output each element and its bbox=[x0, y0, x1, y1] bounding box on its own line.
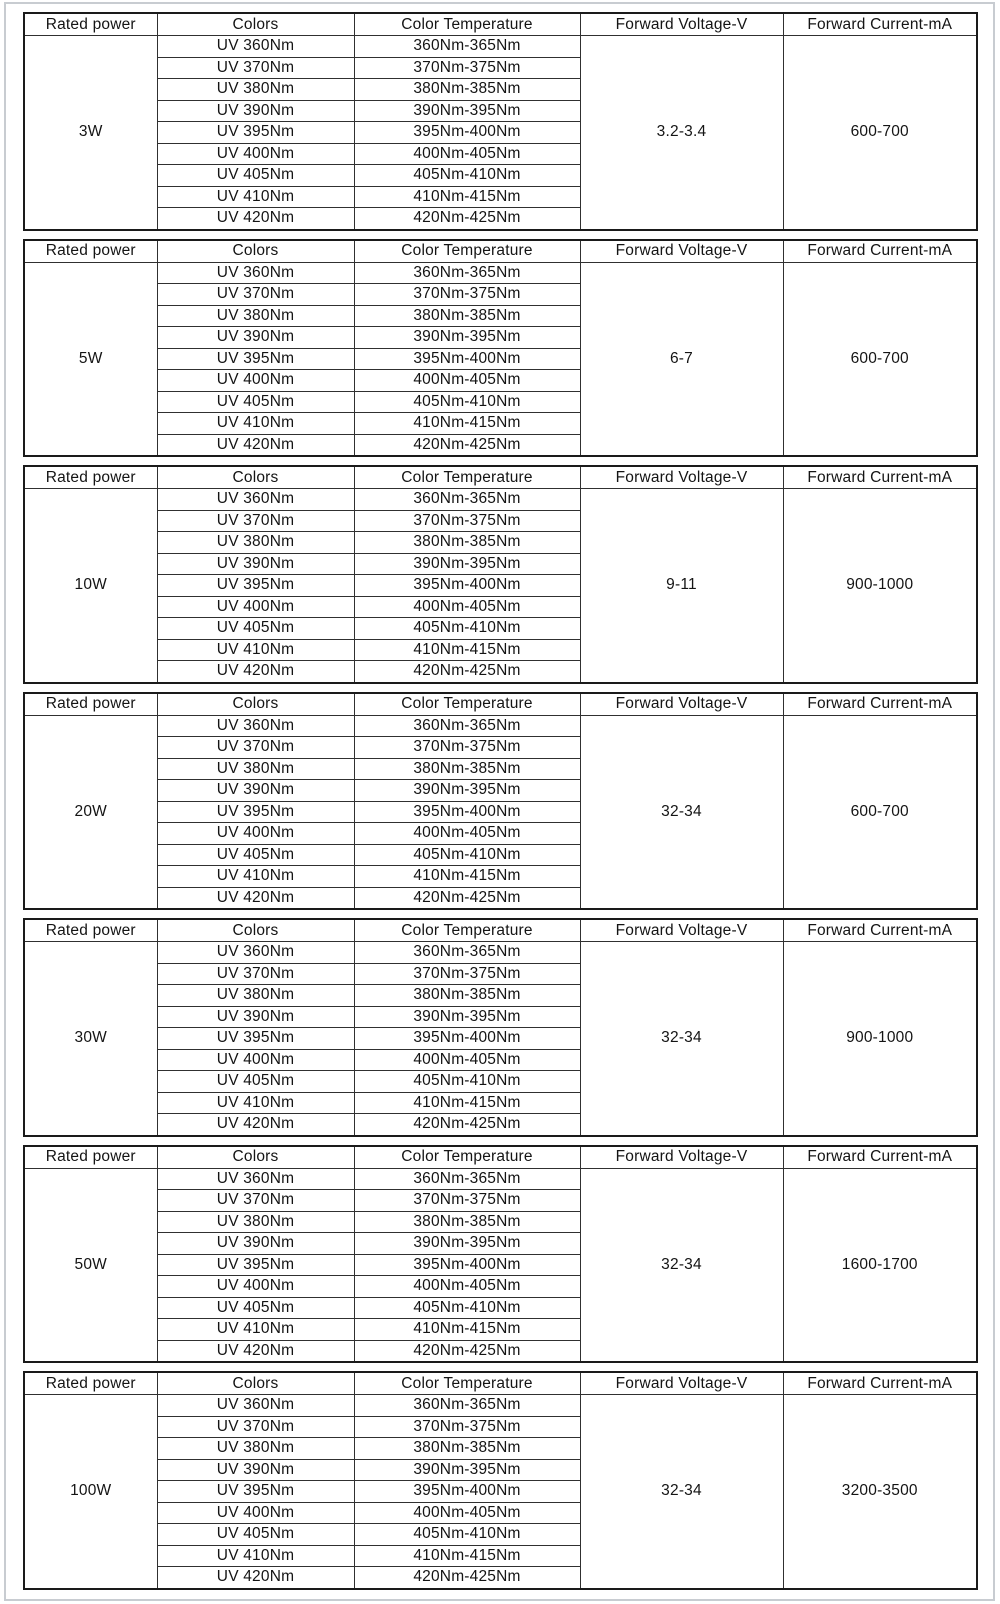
color-temperature-cell: 390Nm-395Nm bbox=[354, 780, 580, 802]
color-cell: UV 420Nm bbox=[157, 1567, 354, 1589]
color-temperature-cell: 405Nm-410Nm bbox=[354, 1071, 580, 1093]
color-temperature-cell: 390Nm-395Nm bbox=[354, 553, 580, 575]
forward-current-cell: 900-1000 bbox=[783, 942, 977, 1136]
color-temperature-cell: 360Nm-365Nm bbox=[354, 36, 580, 58]
color-cell: UV 370Nm bbox=[157, 510, 354, 532]
color-temperature-cell: 420Nm-425Nm bbox=[354, 1340, 580, 1362]
header-forward-current: Forward Current-mA bbox=[783, 13, 977, 36]
color-cell: UV 370Nm bbox=[157, 1416, 354, 1438]
color-row bbox=[24, 489, 977, 511]
forward-voltage-cell: 32-34 bbox=[580, 715, 783, 909]
color-temperature-cell: 380Nm-385Nm bbox=[354, 1211, 580, 1233]
spec-table bbox=[23, 918, 978, 1137]
color-temperature-cell: 390Nm-395Nm bbox=[354, 1459, 580, 1481]
spec-table-body bbox=[24, 36, 977, 230]
color-temperature-cell: 410Nm-415Nm bbox=[354, 186, 580, 208]
rated-power-cell: 3W bbox=[24, 36, 157, 230]
forward-voltage-cell: 32-34 bbox=[580, 1168, 783, 1362]
color-temperature-cell: 360Nm-365Nm bbox=[354, 1168, 580, 1190]
forward-current-cell: 900-1000 bbox=[783, 489, 977, 683]
forward-voltage-cell: 32-34 bbox=[580, 1395, 783, 1589]
forward-current-cell: 600-700 bbox=[783, 715, 977, 909]
color-cell: UV 395Nm bbox=[157, 1028, 354, 1050]
color-cell: UV 400Nm bbox=[157, 823, 354, 845]
color-cell: UV 380Nm bbox=[157, 1438, 354, 1460]
spec-table-header bbox=[24, 240, 977, 263]
spec-table-body bbox=[24, 262, 977, 456]
color-temperature-cell: 390Nm-395Nm bbox=[354, 1006, 580, 1028]
color-cell: UV 420Nm bbox=[157, 208, 354, 230]
spec-table-body bbox=[24, 715, 977, 909]
spec-table-body bbox=[24, 1168, 977, 1362]
color-cell: UV 405Nm bbox=[157, 1524, 354, 1546]
color-temperature-cell: 395Nm-400Nm bbox=[354, 348, 580, 370]
color-cell: UV 405Nm bbox=[157, 618, 354, 640]
header-forward-voltage: Forward Voltage-V bbox=[580, 1146, 783, 1169]
color-cell: UV 395Nm bbox=[157, 122, 354, 144]
color-cell: UV 400Nm bbox=[157, 1049, 354, 1071]
rated-power-cell: 30W bbox=[24, 942, 157, 1136]
color-cell: UV 405Nm bbox=[157, 391, 354, 413]
color-cell: UV 420Nm bbox=[157, 1340, 354, 1362]
color-cell: UV 360Nm bbox=[157, 489, 354, 511]
color-temperature-cell: 380Nm-385Nm bbox=[354, 985, 580, 1007]
color-cell: UV 370Nm bbox=[157, 57, 354, 79]
spec-table-header bbox=[24, 13, 977, 36]
color-cell: UV 410Nm bbox=[157, 639, 354, 661]
header-colors: Colors bbox=[157, 466, 354, 489]
color-temperature-cell: 370Nm-375Nm bbox=[354, 57, 580, 79]
header-row bbox=[24, 13, 977, 36]
forward-current-cell: 3200-3500 bbox=[783, 1395, 977, 1589]
spec-table bbox=[23, 465, 978, 684]
color-cell: UV 420Nm bbox=[157, 434, 354, 456]
color-temperature-cell: 400Nm-405Nm bbox=[354, 1276, 580, 1298]
color-cell: UV 420Nm bbox=[157, 1114, 354, 1136]
color-row bbox=[24, 262, 977, 284]
header-forward-voltage: Forward Voltage-V bbox=[580, 13, 783, 36]
color-temperature-cell: 395Nm-400Nm bbox=[354, 1254, 580, 1276]
color-temperature-cell: 380Nm-385Nm bbox=[354, 79, 580, 101]
color-temperature-cell: 405Nm-410Nm bbox=[354, 391, 580, 413]
color-temperature-cell: 400Nm-405Nm bbox=[354, 823, 580, 845]
color-temperature-cell: 360Nm-365Nm bbox=[354, 942, 580, 964]
color-temperature-cell: 400Nm-405Nm bbox=[354, 1049, 580, 1071]
header-forward-current: Forward Current-mA bbox=[783, 1372, 977, 1395]
rated-power-cell: 100W bbox=[24, 1395, 157, 1589]
header-colors: Colors bbox=[157, 13, 354, 36]
header-forward-voltage: Forward Voltage-V bbox=[580, 1372, 783, 1395]
spec-table-body bbox=[24, 942, 977, 1136]
color-temperature-cell: 370Nm-375Nm bbox=[354, 1416, 580, 1438]
color-cell: UV 390Nm bbox=[157, 1459, 354, 1481]
color-cell: UV 405Nm bbox=[157, 1297, 354, 1319]
color-temperature-cell: 395Nm-400Nm bbox=[354, 801, 580, 823]
spec-table bbox=[23, 239, 978, 458]
color-cell: UV 405Nm bbox=[157, 1071, 354, 1093]
header-color-temperature: Color Temperature bbox=[354, 1146, 580, 1169]
color-cell: UV 400Nm bbox=[157, 1502, 354, 1524]
spec-table-header bbox=[24, 919, 977, 942]
color-cell: UV 380Nm bbox=[157, 985, 354, 1007]
color-temperature-cell: 410Nm-415Nm bbox=[354, 639, 580, 661]
color-cell: UV 360Nm bbox=[157, 36, 354, 58]
color-temperature-cell: 360Nm-365Nm bbox=[354, 262, 580, 284]
header-colors: Colors bbox=[157, 1146, 354, 1169]
header-forward-current: Forward Current-mA bbox=[783, 919, 977, 942]
header-row bbox=[24, 1372, 977, 1395]
color-cell: UV 360Nm bbox=[157, 942, 354, 964]
color-temperature-cell: 410Nm-415Nm bbox=[354, 866, 580, 888]
color-cell: UV 390Nm bbox=[157, 1006, 354, 1028]
color-cell: UV 420Nm bbox=[157, 661, 354, 683]
header-forward-current: Forward Current-mA bbox=[783, 693, 977, 716]
header-row bbox=[24, 693, 977, 716]
color-cell: UV 380Nm bbox=[157, 532, 354, 554]
forward-current-cell: 600-700 bbox=[783, 36, 977, 230]
color-temperature-cell: 405Nm-410Nm bbox=[354, 1297, 580, 1319]
color-cell: UV 390Nm bbox=[157, 1233, 354, 1255]
color-temperature-cell: 395Nm-400Nm bbox=[354, 1481, 580, 1503]
color-temperature-cell: 360Nm-365Nm bbox=[354, 715, 580, 737]
header-rated-power: Rated power bbox=[24, 1372, 157, 1395]
forward-current-cell: 600-700 bbox=[783, 262, 977, 456]
header-forward-voltage: Forward Voltage-V bbox=[580, 240, 783, 263]
forward-voltage-cell: 6-7 bbox=[580, 262, 783, 456]
color-temperature-cell: 370Nm-375Nm bbox=[354, 963, 580, 985]
color-cell: UV 390Nm bbox=[157, 327, 354, 349]
color-cell: UV 390Nm bbox=[157, 553, 354, 575]
color-cell: UV 380Nm bbox=[157, 79, 354, 101]
color-cell: UV 410Nm bbox=[157, 413, 354, 435]
color-cell: UV 360Nm bbox=[157, 715, 354, 737]
color-cell: UV 380Nm bbox=[157, 1211, 354, 1233]
color-temperature-cell: 420Nm-425Nm bbox=[354, 434, 580, 456]
color-temperature-cell: 420Nm-425Nm bbox=[354, 661, 580, 683]
color-cell: UV 360Nm bbox=[157, 1168, 354, 1190]
spec-table bbox=[23, 1145, 978, 1364]
forward-voltage-cell: 32-34 bbox=[580, 942, 783, 1136]
color-cell: UV 370Nm bbox=[157, 963, 354, 985]
header-color-temperature: Color Temperature bbox=[354, 13, 580, 36]
forward-voltage-cell: 3.2-3.4 bbox=[580, 36, 783, 230]
color-cell: UV 400Nm bbox=[157, 596, 354, 618]
spec-table bbox=[23, 692, 978, 911]
color-temperature-cell: 410Nm-415Nm bbox=[354, 1545, 580, 1567]
color-temperature-cell: 420Nm-425Nm bbox=[354, 1567, 580, 1589]
color-cell: UV 390Nm bbox=[157, 100, 354, 122]
color-cell: UV 380Nm bbox=[157, 305, 354, 327]
header-colors: Colors bbox=[157, 693, 354, 716]
color-temperature-cell: 380Nm-385Nm bbox=[354, 532, 580, 554]
header-rated-power: Rated power bbox=[24, 13, 157, 36]
color-temperature-cell: 380Nm-385Nm bbox=[354, 1438, 580, 1460]
header-color-temperature: Color Temperature bbox=[354, 240, 580, 263]
color-temperature-cell: 400Nm-405Nm bbox=[354, 370, 580, 392]
color-temperature-cell: 405Nm-410Nm bbox=[354, 1524, 580, 1546]
color-cell: UV 380Nm bbox=[157, 758, 354, 780]
spec-table-body bbox=[24, 489, 977, 683]
color-cell: UV 360Nm bbox=[157, 1395, 354, 1417]
spec-tables-container bbox=[23, 12, 978, 1598]
color-cell: UV 405Nm bbox=[157, 844, 354, 866]
color-temperature-cell: 390Nm-395Nm bbox=[354, 100, 580, 122]
color-cell: UV 395Nm bbox=[157, 1481, 354, 1503]
header-forward-current: Forward Current-mA bbox=[783, 240, 977, 263]
color-row bbox=[24, 36, 977, 58]
rated-power-cell: 5W bbox=[24, 262, 157, 456]
color-temperature-cell: 405Nm-410Nm bbox=[354, 165, 580, 187]
forward-current-cell: 1600-1700 bbox=[783, 1168, 977, 1362]
color-temperature-cell: 395Nm-400Nm bbox=[354, 1028, 580, 1050]
color-cell: UV 400Nm bbox=[157, 370, 354, 392]
color-cell: UV 400Nm bbox=[157, 143, 354, 165]
color-cell: UV 410Nm bbox=[157, 1545, 354, 1567]
header-forward-current: Forward Current-mA bbox=[783, 1146, 977, 1169]
color-cell: UV 395Nm bbox=[157, 801, 354, 823]
header-forward-current: Forward Current-mA bbox=[783, 466, 977, 489]
spec-table bbox=[23, 1371, 978, 1590]
color-temperature-cell: 395Nm-400Nm bbox=[354, 122, 580, 144]
header-row bbox=[24, 466, 977, 489]
color-temperature-cell: 380Nm-385Nm bbox=[354, 305, 580, 327]
header-row bbox=[24, 240, 977, 263]
color-temperature-cell: 395Nm-400Nm bbox=[354, 575, 580, 597]
color-temperature-cell: 410Nm-415Nm bbox=[354, 1319, 580, 1341]
color-cell: UV 395Nm bbox=[157, 1254, 354, 1276]
header-colors: Colors bbox=[157, 240, 354, 263]
color-cell: UV 405Nm bbox=[157, 165, 354, 187]
color-temperature-cell: 405Nm-410Nm bbox=[354, 844, 580, 866]
color-row bbox=[24, 715, 977, 737]
color-cell: UV 400Nm bbox=[157, 1276, 354, 1298]
spec-table bbox=[23, 12, 978, 231]
header-color-temperature: Color Temperature bbox=[354, 466, 580, 489]
color-cell: UV 360Nm bbox=[157, 262, 354, 284]
color-cell: UV 420Nm bbox=[157, 887, 354, 909]
spec-table-body bbox=[24, 1395, 977, 1589]
forward-voltage-cell: 9-11 bbox=[580, 489, 783, 683]
color-row bbox=[24, 942, 977, 964]
color-cell: UV 410Nm bbox=[157, 1319, 354, 1341]
rated-power-cell: 10W bbox=[24, 489, 157, 683]
header-rated-power: Rated power bbox=[24, 919, 157, 942]
header-color-temperature: Color Temperature bbox=[354, 693, 580, 716]
color-temperature-cell: 420Nm-425Nm bbox=[354, 887, 580, 909]
spec-table-header bbox=[24, 1372, 977, 1395]
color-cell: UV 410Nm bbox=[157, 186, 354, 208]
spec-table-header bbox=[24, 466, 977, 489]
color-cell: UV 370Nm bbox=[157, 1190, 354, 1212]
color-temperature-cell: 370Nm-375Nm bbox=[354, 1190, 580, 1212]
color-temperature-cell: 420Nm-425Nm bbox=[354, 1114, 580, 1136]
header-forward-voltage: Forward Voltage-V bbox=[580, 919, 783, 942]
spec-table-header bbox=[24, 1146, 977, 1169]
header-forward-voltage: Forward Voltage-V bbox=[580, 693, 783, 716]
color-temperature-cell: 360Nm-365Nm bbox=[354, 1395, 580, 1417]
color-row bbox=[24, 1168, 977, 1190]
header-rated-power: Rated power bbox=[24, 1146, 157, 1169]
color-cell: UV 370Nm bbox=[157, 284, 354, 306]
color-cell: UV 395Nm bbox=[157, 575, 354, 597]
rated-power-cell: 50W bbox=[24, 1168, 157, 1362]
header-forward-voltage: Forward Voltage-V bbox=[580, 466, 783, 489]
header-color-temperature: Color Temperature bbox=[354, 919, 580, 942]
header-rated-power: Rated power bbox=[24, 466, 157, 489]
color-cell: UV 370Nm bbox=[157, 737, 354, 759]
color-temperature-cell: 405Nm-410Nm bbox=[354, 618, 580, 640]
color-temperature-cell: 370Nm-375Nm bbox=[354, 284, 580, 306]
color-cell: UV 395Nm bbox=[157, 348, 354, 370]
header-colors: Colors bbox=[157, 1372, 354, 1395]
color-temperature-cell: 410Nm-415Nm bbox=[354, 413, 580, 435]
color-row bbox=[24, 1395, 977, 1417]
color-temperature-cell: 390Nm-395Nm bbox=[354, 1233, 580, 1255]
header-row bbox=[24, 1146, 977, 1169]
color-temperature-cell: 400Nm-405Nm bbox=[354, 143, 580, 165]
color-temperature-cell: 370Nm-375Nm bbox=[354, 510, 580, 532]
color-temperature-cell: 410Nm-415Nm bbox=[354, 1092, 580, 1114]
spec-table-header bbox=[24, 693, 977, 716]
header-colors: Colors bbox=[157, 919, 354, 942]
color-cell: UV 410Nm bbox=[157, 1092, 354, 1114]
color-cell: UV 410Nm bbox=[157, 866, 354, 888]
header-color-temperature: Color Temperature bbox=[354, 1372, 580, 1395]
color-temperature-cell: 360Nm-365Nm bbox=[354, 489, 580, 511]
color-temperature-cell: 400Nm-405Nm bbox=[354, 596, 580, 618]
color-temperature-cell: 380Nm-385Nm bbox=[354, 758, 580, 780]
color-temperature-cell: 390Nm-395Nm bbox=[354, 327, 580, 349]
color-temperature-cell: 370Nm-375Nm bbox=[354, 737, 580, 759]
color-temperature-cell: 400Nm-405Nm bbox=[354, 1502, 580, 1524]
color-temperature-cell: 420Nm-425Nm bbox=[354, 208, 580, 230]
color-cell: UV 390Nm bbox=[157, 780, 354, 802]
rated-power-cell: 20W bbox=[24, 715, 157, 909]
header-rated-power: Rated power bbox=[24, 240, 157, 263]
header-row bbox=[24, 919, 977, 942]
header-rated-power: Rated power bbox=[24, 693, 157, 716]
